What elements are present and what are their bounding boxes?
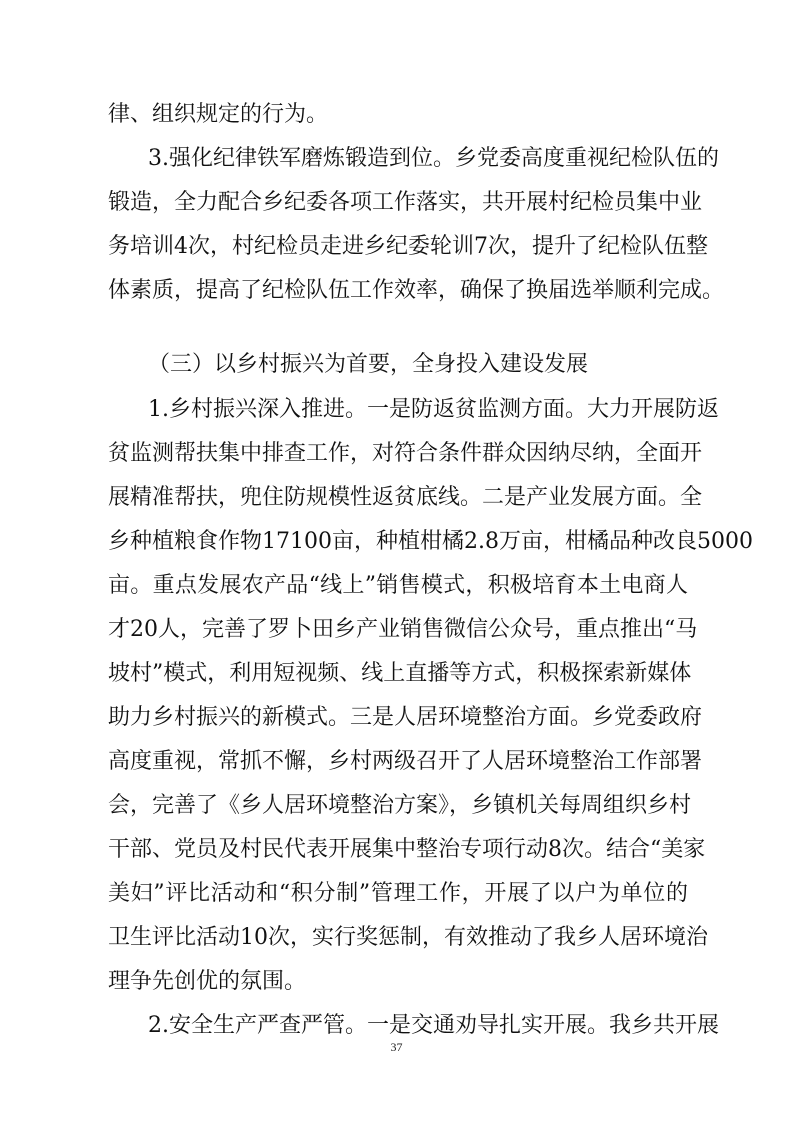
body-line: 高度重视，常抓不懈，乡村两级召开了人居环境整治工作部署 <box>108 749 703 774</box>
paragraph-start-line: 1.乡村振兴深入推进。一是防返贫监测方面。大力开展防返 <box>148 397 719 422</box>
body-line: 坡村”模式，利用短视频、线上直播等方式，积极探索新媒体 <box>108 661 692 686</box>
paragraph-start-line: 3.强化纪律铁军磨炼锻造到位。乡党委高度重视纪检队伍的 <box>148 146 719 171</box>
body-line: 美妇”评比活动和“积分制”管理工作，开展了以户为单位的 <box>108 881 688 906</box>
body-line: 干部、党员及村民代表开展集中整治专项行动8次。结合“美家 <box>108 837 706 862</box>
paragraph-start-line: 2.安全生产严查严管。一是交通劝导扎实开展。我乡共开展 <box>148 1013 719 1038</box>
body-line: 体素质，提高了纪检队伍工作效率，确保了换届选举顺利完成。 <box>108 278 725 303</box>
body-line: 律、组织规定的行为。 <box>108 102 329 127</box>
body-line: 亩。重点发展农产品“线上”销售模式，积极培育本土电商人 <box>108 573 688 598</box>
body-line: 贫监测帮扶集中排查工作，对符合条件群众因纳尽纳，全面开 <box>108 441 703 466</box>
section-heading: （三）以乡村振兴为首要，全身投入建设发展 <box>148 352 589 377</box>
body-line: 锻造，全力配合乡纪委各项工作落实，共开展村纪检员集中业 <box>108 190 703 215</box>
body-line: 理争先创优的氛围。 <box>108 969 307 994</box>
body-line: 卫生评比活动10次，实行奖惩制，有效推动了我乡人居环境治 <box>108 925 708 950</box>
body-line: 会，完善了《乡人居环境整治方案》，乡镇机关每周组织乡村 <box>108 793 692 818</box>
body-line: 乡种植粮食作物17100亩，种植柑橘2.8万亩，柑橘品种改良5000 <box>108 529 753 554</box>
body-line: 展精准帮扶，兜住防规模性返贫底线。二是产业发展方面。全 <box>108 485 703 510</box>
body-line: 助力乡村振兴的新模式。三是人居环境整治方面。乡党委政府 <box>108 705 703 730</box>
page-number: 37 <box>390 1040 403 1054</box>
body-line: 务培训4次，村纪检员走进乡纪委轮训7次，提升了纪检队伍整 <box>108 234 708 259</box>
body-line: 才20人，完善了罗卜田乡产业销售微信公众号，重点推出“马 <box>108 617 698 642</box>
